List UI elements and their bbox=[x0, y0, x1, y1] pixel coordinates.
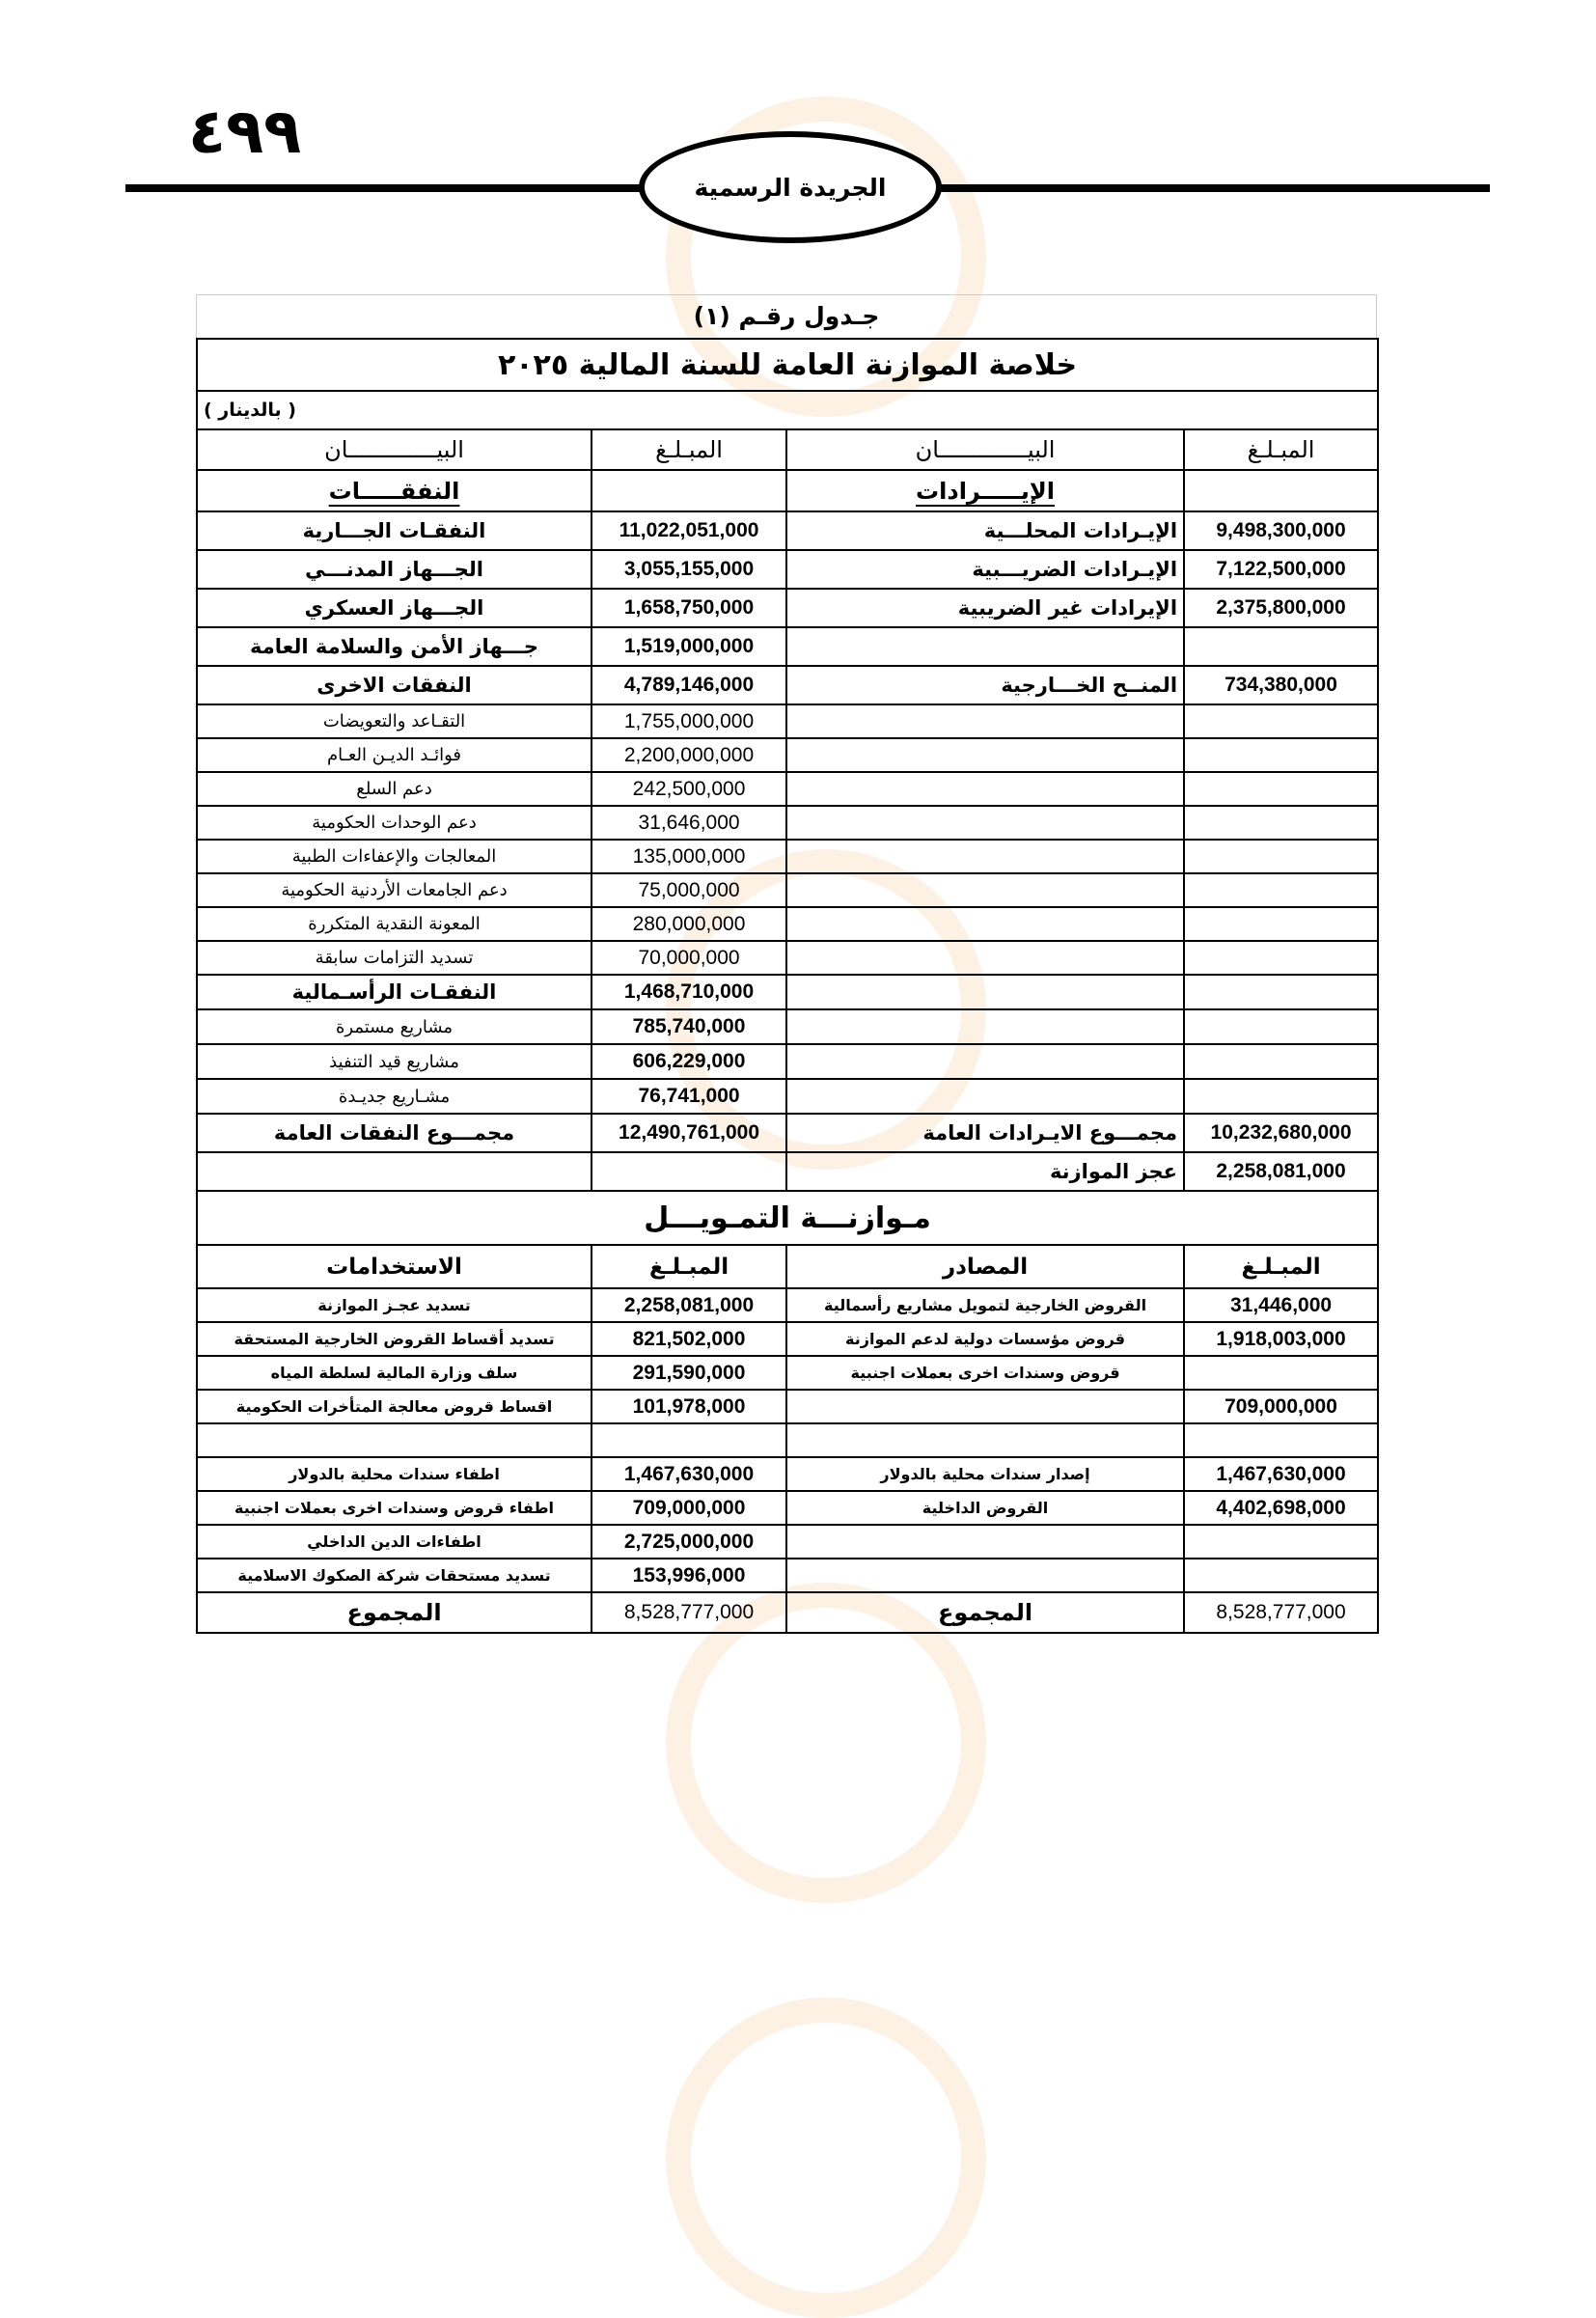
expenditure-amount: 75,000,000 bbox=[592, 873, 786, 907]
expenditure-amount: 1,468,710,000 bbox=[592, 975, 786, 1009]
source-amount bbox=[1184, 1356, 1378, 1390]
expenditure-label: مشاريع قيد التنفيذ bbox=[197, 1044, 592, 1079]
expenditure-amount: 1,519,000,000 bbox=[592, 627, 786, 666]
section-revenues-label: الإيـــــرادات bbox=[916, 477, 1055, 505]
source-label: إصدار سندات محلية بالدولار bbox=[786, 1457, 1184, 1491]
revenue-label bbox=[786, 704, 1184, 738]
use-label: تسديد أقساط القروض الخارجية المستحقة bbox=[197, 1322, 592, 1356]
use-amount: 2,258,081,000 bbox=[592, 1288, 786, 1322]
revenue-label bbox=[786, 1079, 1184, 1114]
revenue-amount bbox=[1184, 907, 1378, 941]
header-amount: المبـلـغ bbox=[1184, 429, 1378, 470]
table-row bbox=[197, 1044, 1378, 1079]
expenditure-amount: 1,658,750,000 bbox=[592, 589, 786, 627]
source-label bbox=[786, 1559, 1184, 1592]
source-amount: 709,000,000 bbox=[1184, 1390, 1378, 1423]
expenditure-label: الجـــهاز العسكري bbox=[197, 589, 592, 627]
use-label: اقساط قروض معالجة المتأخرات الحكومية bbox=[197, 1390, 592, 1423]
expenditure-label: دعم الجامعات الأردنية الحكومية bbox=[197, 873, 592, 907]
financing-row bbox=[197, 1423, 1378, 1457]
revenue-amount bbox=[1184, 704, 1378, 738]
source-amount: 31,446,000 bbox=[1184, 1288, 1378, 1322]
revenue-label bbox=[786, 975, 1184, 1009]
table-caption: جـدول رقـم (١) bbox=[196, 294, 1377, 338]
table-row bbox=[197, 772, 1378, 806]
header-uses: الاستخدامات bbox=[197, 1245, 592, 1288]
expenditure-label: دعم الوحدات الحكومية bbox=[197, 806, 592, 840]
source-amount: 4,402,698,000 bbox=[1184, 1491, 1378, 1525]
source-label bbox=[786, 1423, 1184, 1457]
empty-cell bbox=[592, 470, 786, 511]
use-amount: 1,467,630,000 bbox=[592, 1457, 786, 1491]
source-label: القروض الداخلية bbox=[786, 1491, 1184, 1525]
revenue-label bbox=[786, 1009, 1184, 1044]
use-amount: 101,978,000 bbox=[592, 1390, 786, 1423]
page-number: ٤٩٩ bbox=[188, 97, 302, 168]
expenditure-amount: 135,000,000 bbox=[592, 840, 786, 873]
revenue-amount bbox=[1184, 941, 1378, 975]
expenditure-label: الجـــهاز المدنـــي bbox=[197, 550, 592, 589]
expenditure-label bbox=[197, 1152, 592, 1191]
expenditure-label: المعونة النقدية المتكررة bbox=[197, 907, 592, 941]
use-label: تسديد عجـز الموازنة bbox=[197, 1288, 592, 1322]
expenditure-amount: 1,755,000,000 bbox=[592, 704, 786, 738]
source-amount bbox=[1184, 1525, 1378, 1559]
financing-title: مـوازنـــة التمـويـــل bbox=[197, 1191, 1378, 1245]
revenue-amount bbox=[1184, 873, 1378, 907]
source-amount: 1,918,003,000 bbox=[1184, 1322, 1378, 1356]
table-row bbox=[197, 704, 1378, 738]
revenue-amount bbox=[1184, 1009, 1378, 1044]
source-amount: 1,467,630,000 bbox=[1184, 1457, 1378, 1491]
revenue-label bbox=[786, 840, 1184, 873]
source-label bbox=[786, 1525, 1184, 1559]
header-sources: المصادر bbox=[786, 1245, 1184, 1288]
financing-row bbox=[197, 1356, 1378, 1390]
table-row bbox=[197, 907, 1378, 941]
empty-cell bbox=[1184, 470, 1378, 511]
section-revenues bbox=[786, 470, 1184, 511]
expenditure-label: مجمـــوع النفقات العامة bbox=[197, 1114, 592, 1152]
use-amount: 291,590,000 bbox=[592, 1356, 786, 1390]
revenue-amount: 9,498,300,000 bbox=[1184, 511, 1378, 550]
use-amount: 153,996,000 bbox=[592, 1559, 786, 1592]
expenditure-label: النفقـات الجـــارية bbox=[197, 511, 592, 550]
expenditure-amount: 606,229,000 bbox=[592, 1044, 786, 1079]
use-label: سلف وزارة المالية لسلطة المياه bbox=[197, 1356, 592, 1390]
use-amount bbox=[592, 1423, 786, 1457]
revenue-amount: 2,258,081,000 bbox=[1184, 1152, 1378, 1191]
revenue-amount bbox=[1184, 738, 1378, 772]
revenue-label: الإيرادات غير الضريبية bbox=[786, 589, 1184, 627]
expenditure-amount bbox=[592, 1152, 786, 1191]
revenue-label bbox=[786, 1044, 1184, 1079]
table-row bbox=[197, 1114, 1378, 1152]
table-row bbox=[197, 806, 1378, 840]
header-amount: المبـلـغ bbox=[1184, 1245, 1378, 1288]
expenditure-amount: 280,000,000 bbox=[592, 907, 786, 941]
expenditure-label: تسديد التزامات سابقة bbox=[197, 941, 592, 975]
expenditure-label: المعالجات والإعفاءات الطبية bbox=[197, 840, 592, 873]
financing-row bbox=[197, 1525, 1378, 1559]
expenditure-amount: 2,200,000,000 bbox=[592, 738, 786, 772]
revenue-amount bbox=[1184, 806, 1378, 840]
currency-unit: ( بالدينار ) bbox=[197, 391, 1378, 429]
revenue-label bbox=[786, 738, 1184, 772]
uses-total-label: المجموع bbox=[197, 1592, 592, 1633]
uses-total-amount: 8,528,777,000 bbox=[592, 1592, 786, 1633]
table-row bbox=[197, 666, 1378, 704]
financing-row bbox=[197, 1322, 1378, 1356]
use-label: تسديد مستحقات شركة الصكوك الاسلامية bbox=[197, 1559, 592, 1592]
table-row bbox=[197, 1079, 1378, 1114]
gazette-title: الجريدة الرسمية bbox=[639, 131, 942, 243]
source-label: قروض وسندات اخرى بعملات اجنبية bbox=[786, 1356, 1184, 1390]
expenditure-label: النفقات الاخرى bbox=[197, 666, 592, 704]
revenue-label bbox=[786, 772, 1184, 806]
revenue-amount: 2,375,800,000 bbox=[1184, 589, 1378, 627]
revenue-amount: 7,122,500,000 bbox=[1184, 550, 1378, 589]
revenue-amount bbox=[1184, 1044, 1378, 1079]
header-amount: المبـلـغ bbox=[592, 1245, 786, 1288]
revenue-amount bbox=[1184, 1079, 1378, 1114]
table-row bbox=[197, 550, 1378, 589]
source-amount bbox=[1184, 1559, 1378, 1592]
table-title: خلاصة الموازنة العامة للسنة المالية ٢٠٢٥ bbox=[197, 339, 1378, 391]
header-statement: البيـــــــــــــان bbox=[786, 429, 1184, 470]
revenue-label bbox=[786, 806, 1184, 840]
revenue-label bbox=[786, 907, 1184, 941]
expenditure-amount: 242,500,000 bbox=[592, 772, 786, 806]
expenditure-amount: 76,741,000 bbox=[592, 1079, 786, 1114]
section-expenditures-label: النفقـــــات bbox=[328, 477, 460, 505]
expenditure-label: مشـاريع جديـدة bbox=[197, 1079, 592, 1114]
sources-total-amount: 8,528,777,000 bbox=[1184, 1592, 1378, 1633]
expenditure-amount: 70,000,000 bbox=[592, 941, 786, 975]
sources-total-label: المجموع bbox=[786, 1592, 1184, 1633]
use-amount: 821,502,000 bbox=[592, 1322, 786, 1356]
use-label: اطفاء قروض وسندات اخرى بعملات اجنبية bbox=[197, 1491, 592, 1525]
expenditure-amount: 785,740,000 bbox=[592, 1009, 786, 1044]
expenditure-label: فوائـد الديـن العـام bbox=[197, 738, 592, 772]
table-row bbox=[197, 1009, 1378, 1044]
revenue-label: عجز الموازنة bbox=[786, 1152, 1184, 1191]
revenue-amount: 734,380,000 bbox=[1184, 666, 1378, 704]
header-statement: البيـــــــــــــان bbox=[197, 429, 592, 470]
use-amount: 709,000,000 bbox=[592, 1491, 786, 1525]
revenue-label bbox=[786, 941, 1184, 975]
budget-summary-table bbox=[196, 294, 1377, 1634]
revenue-amount bbox=[1184, 772, 1378, 806]
expenditure-label: جـــهاز الأمن والسلامة العامة bbox=[197, 627, 592, 666]
expenditure-amount: 31,646,000 bbox=[592, 806, 786, 840]
expenditure-amount: 4,789,146,000 bbox=[592, 666, 786, 704]
section-expenditures bbox=[197, 470, 592, 511]
use-amount: 2,725,000,000 bbox=[592, 1525, 786, 1559]
expenditure-label: النفقـات الرأسـمالية bbox=[197, 975, 592, 1009]
table-row bbox=[197, 589, 1378, 627]
revenue-amount: 10,232,680,000 bbox=[1184, 1114, 1378, 1152]
financing-row bbox=[197, 1457, 1378, 1491]
source-label: قروض مؤسسات دولية لدعم الموازنة bbox=[786, 1322, 1184, 1356]
source-amount bbox=[1184, 1423, 1378, 1457]
revenue-amount bbox=[1184, 627, 1378, 666]
revenue-label bbox=[786, 627, 1184, 666]
revenue-amount bbox=[1184, 975, 1378, 1009]
financing-row bbox=[197, 1559, 1378, 1592]
watermark-clock-icon bbox=[666, 1998, 986, 2318]
expenditure-amount: 12,490,761,000 bbox=[592, 1114, 786, 1152]
table-row bbox=[197, 840, 1378, 873]
financing-row bbox=[197, 1390, 1378, 1423]
financing-row bbox=[197, 1288, 1378, 1322]
financing-row bbox=[197, 1491, 1378, 1525]
use-label: اطفاءات الدين الداخلي bbox=[197, 1525, 592, 1559]
revenue-label bbox=[786, 873, 1184, 907]
table-row bbox=[197, 511, 1378, 550]
use-label bbox=[197, 1423, 592, 1457]
header-amount: المبـلـغ bbox=[592, 429, 786, 470]
revenue-amount bbox=[1184, 840, 1378, 873]
source-label bbox=[786, 1390, 1184, 1423]
expenditure-amount: 11,022,051,000 bbox=[592, 511, 786, 550]
expenditure-amount: 3,055,155,000 bbox=[592, 550, 786, 589]
table-row bbox=[197, 1152, 1378, 1191]
table-row bbox=[197, 873, 1378, 907]
expenditure-label: مشاريع مستمرة bbox=[197, 1009, 592, 1044]
table-row bbox=[197, 627, 1378, 666]
budget-table bbox=[196, 338, 1379, 1634]
table-row bbox=[197, 975, 1378, 1009]
revenue-label: المنــح الخـــارجية bbox=[786, 666, 1184, 704]
use-label: اطفاء سندات محلية بالدولار bbox=[197, 1457, 592, 1491]
revenue-label: الإيـرادات الضريـــبية bbox=[786, 550, 1184, 589]
revenue-label: مجمـــوع الايـرادات العامة bbox=[786, 1114, 1184, 1152]
table-row bbox=[197, 738, 1378, 772]
revenue-label: الإيـرادات المحلـــية bbox=[786, 511, 1184, 550]
expenditure-label: التقـاعد والتعويضات bbox=[197, 704, 592, 738]
source-label: القروض الخارجية لتمويل مشاريع رأسمالية bbox=[786, 1288, 1184, 1322]
expenditure-label: دعم السلع bbox=[197, 772, 592, 806]
table-row bbox=[197, 941, 1378, 975]
